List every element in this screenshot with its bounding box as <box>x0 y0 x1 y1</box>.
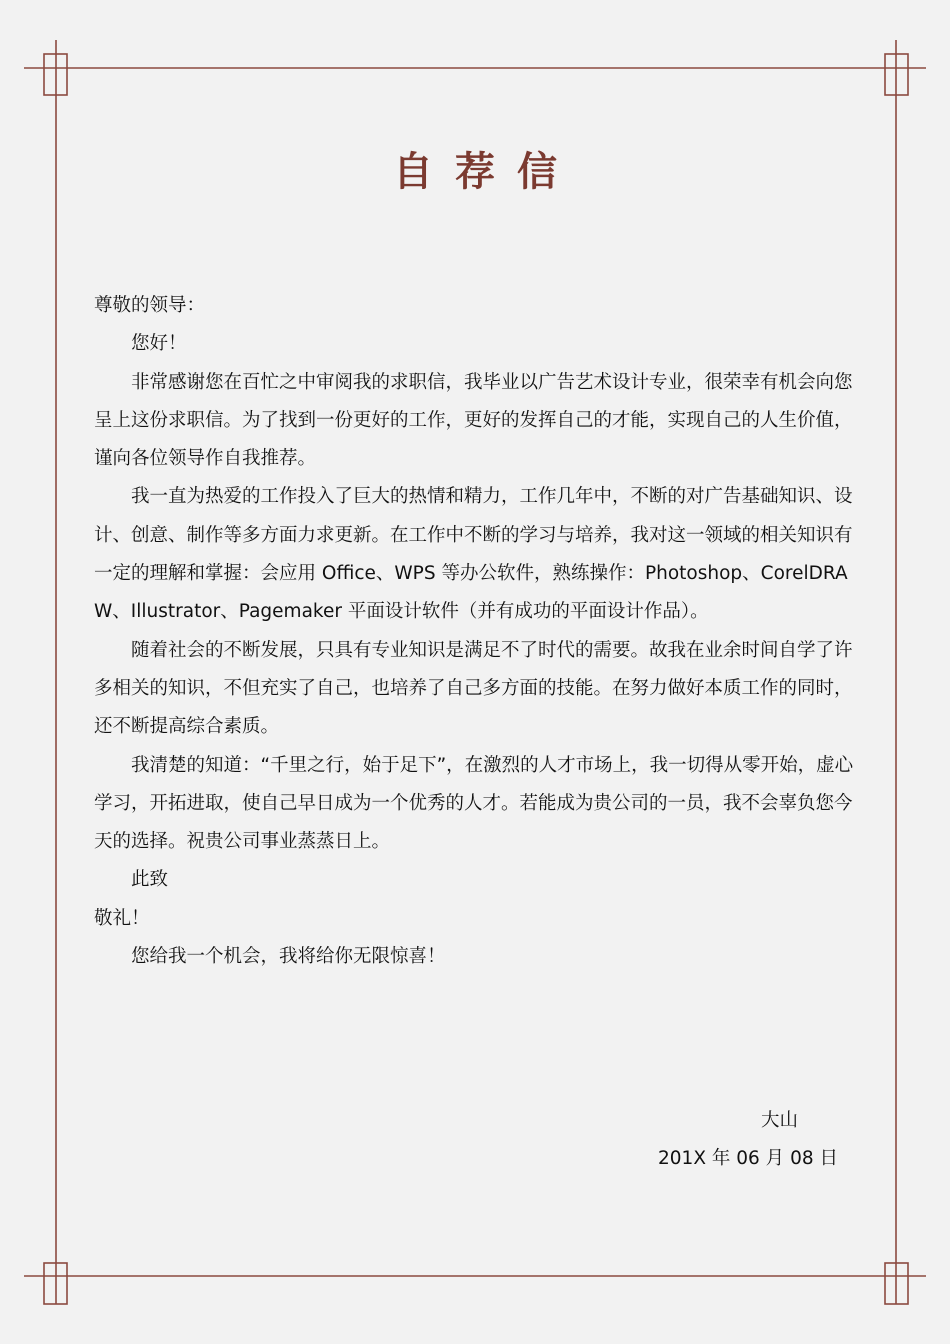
greeting: 您好！ <box>131 333 187 355</box>
paragraph-4: 我清楚的知道：“千里之行，始于足下”，在激烈的人才市场上，我一切得从零开始，虚心学习，开拓进取，使自己早日成为一个优秀的人才。若能成为贵公司的一员，我不会辜负您今天的选择。祝贵公司事业蒸蒸日上。 <box>94 754 854 853</box>
paragraph-2: 我一直为热爱的工作投入了巨大的热情和精力，工作几年中，不断的对广告基础知识、设计、创意、制作等多方面力求更新。在工作中不断的学习与培养，我对这一领域的相关知识有一定的理解和掌握：会应用 Office、WPS 等办公软件，熟练操作：Photoshop、CorelDRAW、Illustrator、Pagemaker 平面设计软件（并有成功的平面设计作品）。 <box>94 486 853 623</box>
postscript: 您给我一个机会，我将给你无限惊喜！ <box>131 946 446 968</box>
paragraph-3: 随着社会的不断发展，只具有专业知识是满足不了时代的需要。故我在业余时间自学了许多相关的知识，不但充实了自己，也培养了自己多方面的技能。在努力做好本质工作的同时，还不断提高综合素质。 <box>94 639 853 738</box>
paragraph-1: 非常感谢您在百忙之中审阅我的求职信，我毕业以广告艺术设计专业，很荣幸有机会向您呈上这份求职信。为了找到一份更好的工作，更好的发挥自己的才能，实现自己的人生价值，谨向各位领导作自我推荐。 <box>94 371 853 470</box>
signature-block <box>658 1102 838 1179</box>
signature-name: 大山 <box>760 1110 798 1131</box>
closing-line-1: 此致 <box>131 869 169 891</box>
salutation: 尊敬的领导： <box>94 295 206 316</box>
letter-title: 自荐信 <box>393 149 579 195</box>
letter-body <box>94 287 854 976</box>
signature-date: 201X 年 06 月 08 日 <box>658 1148 838 1170</box>
closing-line-2: 敬礼！ <box>94 907 150 929</box>
